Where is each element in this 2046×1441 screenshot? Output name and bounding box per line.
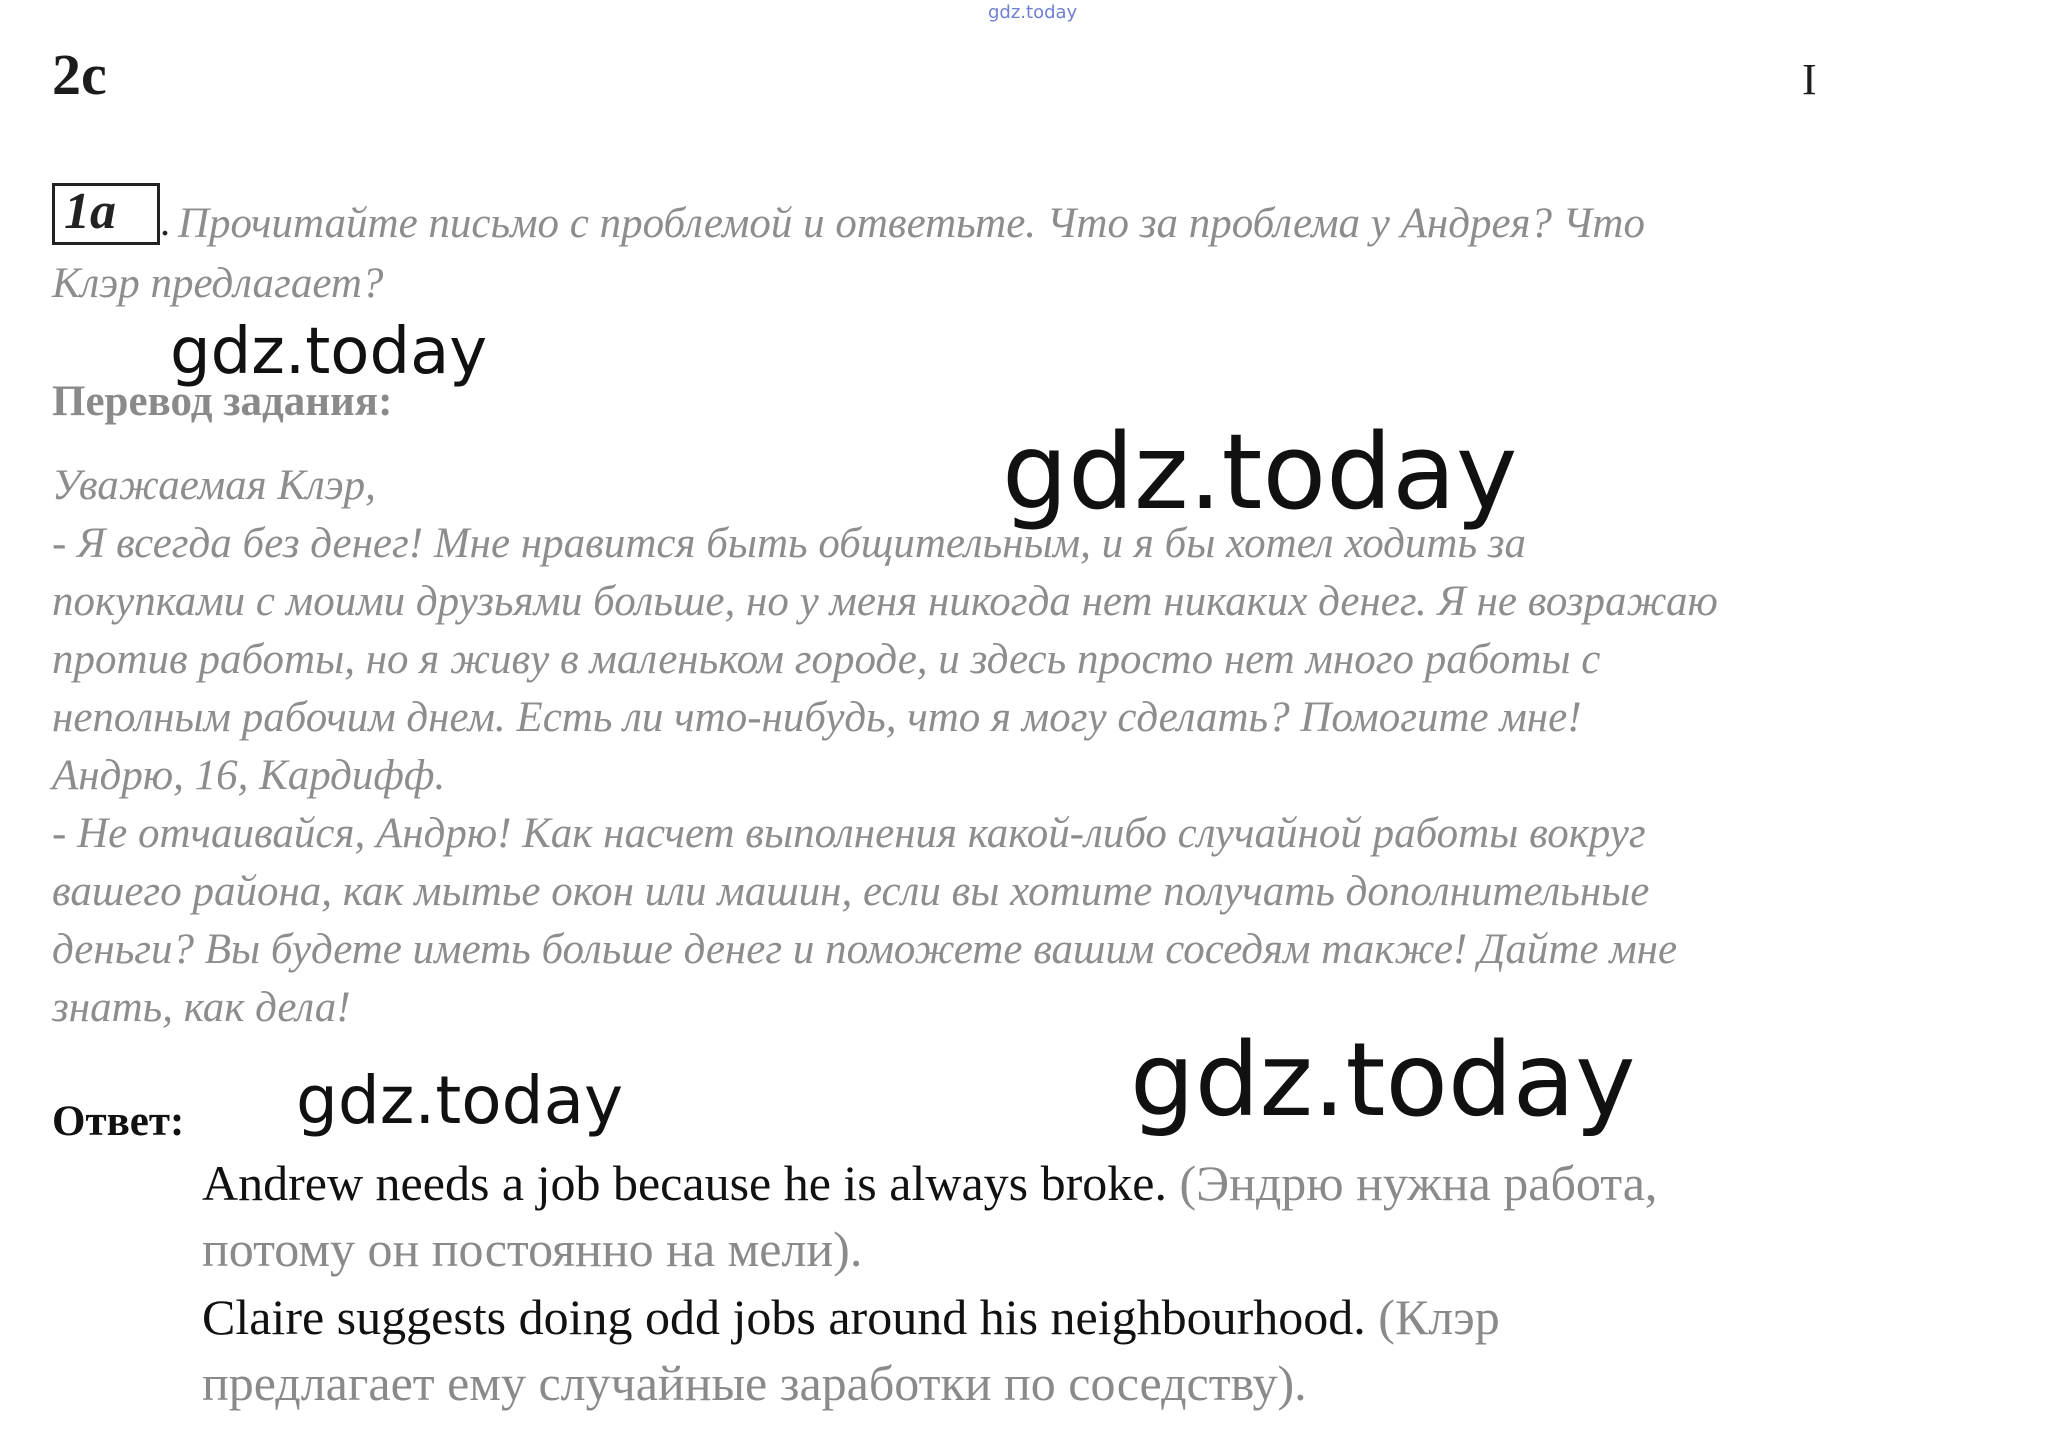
answer-en-text: Andrew needs a job because he is always broke. <box>202 1155 1167 1211</box>
answer-label: Ответ: <box>52 1098 185 1145</box>
answer-ru-text: (Эндрю нужна работа, <box>1166 1155 1658 1211</box>
watermark: gdz.today <box>1002 411 1518 533</box>
translation-line: против работы, но я живу в маленьком городе, и здесь просто нет много работы с <box>52 636 1601 683</box>
top-watermark: gdz.today <box>988 2 1078 23</box>
translation-line: - Не отчаивайся, Андрю! Как насчет выполнения какой-либо случайной работы вокруг <box>52 810 1646 857</box>
answer-line-2: потому он постоянно на мели). <box>202 1221 863 1277</box>
section-label: 2c <box>52 42 107 107</box>
watermark: gdz.today <box>296 1062 624 1139</box>
answer-line-4: предлагает ему случайные заработки по соседству). <box>202 1355 1307 1411</box>
watermark: gdz.today <box>170 315 488 389</box>
task-question-line-1: Прочитайте письмо с проблемой и ответьте. Что за проблема у Андрея? Что <box>178 200 1645 247</box>
translation-line: деньги? Вы будете иметь больше денег и поможете вашим соседям также! Дайте мне <box>52 926 1678 973</box>
translation-heading: Перевод задания: <box>52 378 393 425</box>
translation-line: Андрю, 16, Кардифф. <box>52 752 446 799</box>
translation-line: знать, как дела! <box>52 984 351 1031</box>
translation-line: вашего района, как мытье окон или машин, если вы хотите получать дополнительные <box>52 868 1650 915</box>
answer-ru-text: (Клэр <box>1365 1289 1500 1345</box>
corner-mark: I <box>1802 55 1817 104</box>
task-question-line-2: Клэр предлагает? <box>52 260 384 307</box>
task-number-dot: . <box>160 199 170 244</box>
answer-line-1 <box>202 1155 1658 1211</box>
translation-line: покупками с моими друзьями больше, но у меня никогда нет никаких денег. Я не возражаю <box>52 578 1718 625</box>
translation-line: неполным рабочим днем. Есть ли что-нибудь, что я могу сделать? Помогите мне! <box>52 694 1582 741</box>
watermark: gdz.today <box>1130 1021 1636 1140</box>
translation-line: Уважаемая Клэр, <box>52 462 376 509</box>
answer-line-3 <box>202 1289 1500 1345</box>
task-number: 1a <box>64 183 116 240</box>
translation-line: - Я всегда без денег! Мне нравится быть общительным, и я бы хотел ходить за <box>52 520 1527 567</box>
answer-en-text: Claire suggests doing odd jobs around his neighbourhood. <box>202 1289 1366 1345</box>
